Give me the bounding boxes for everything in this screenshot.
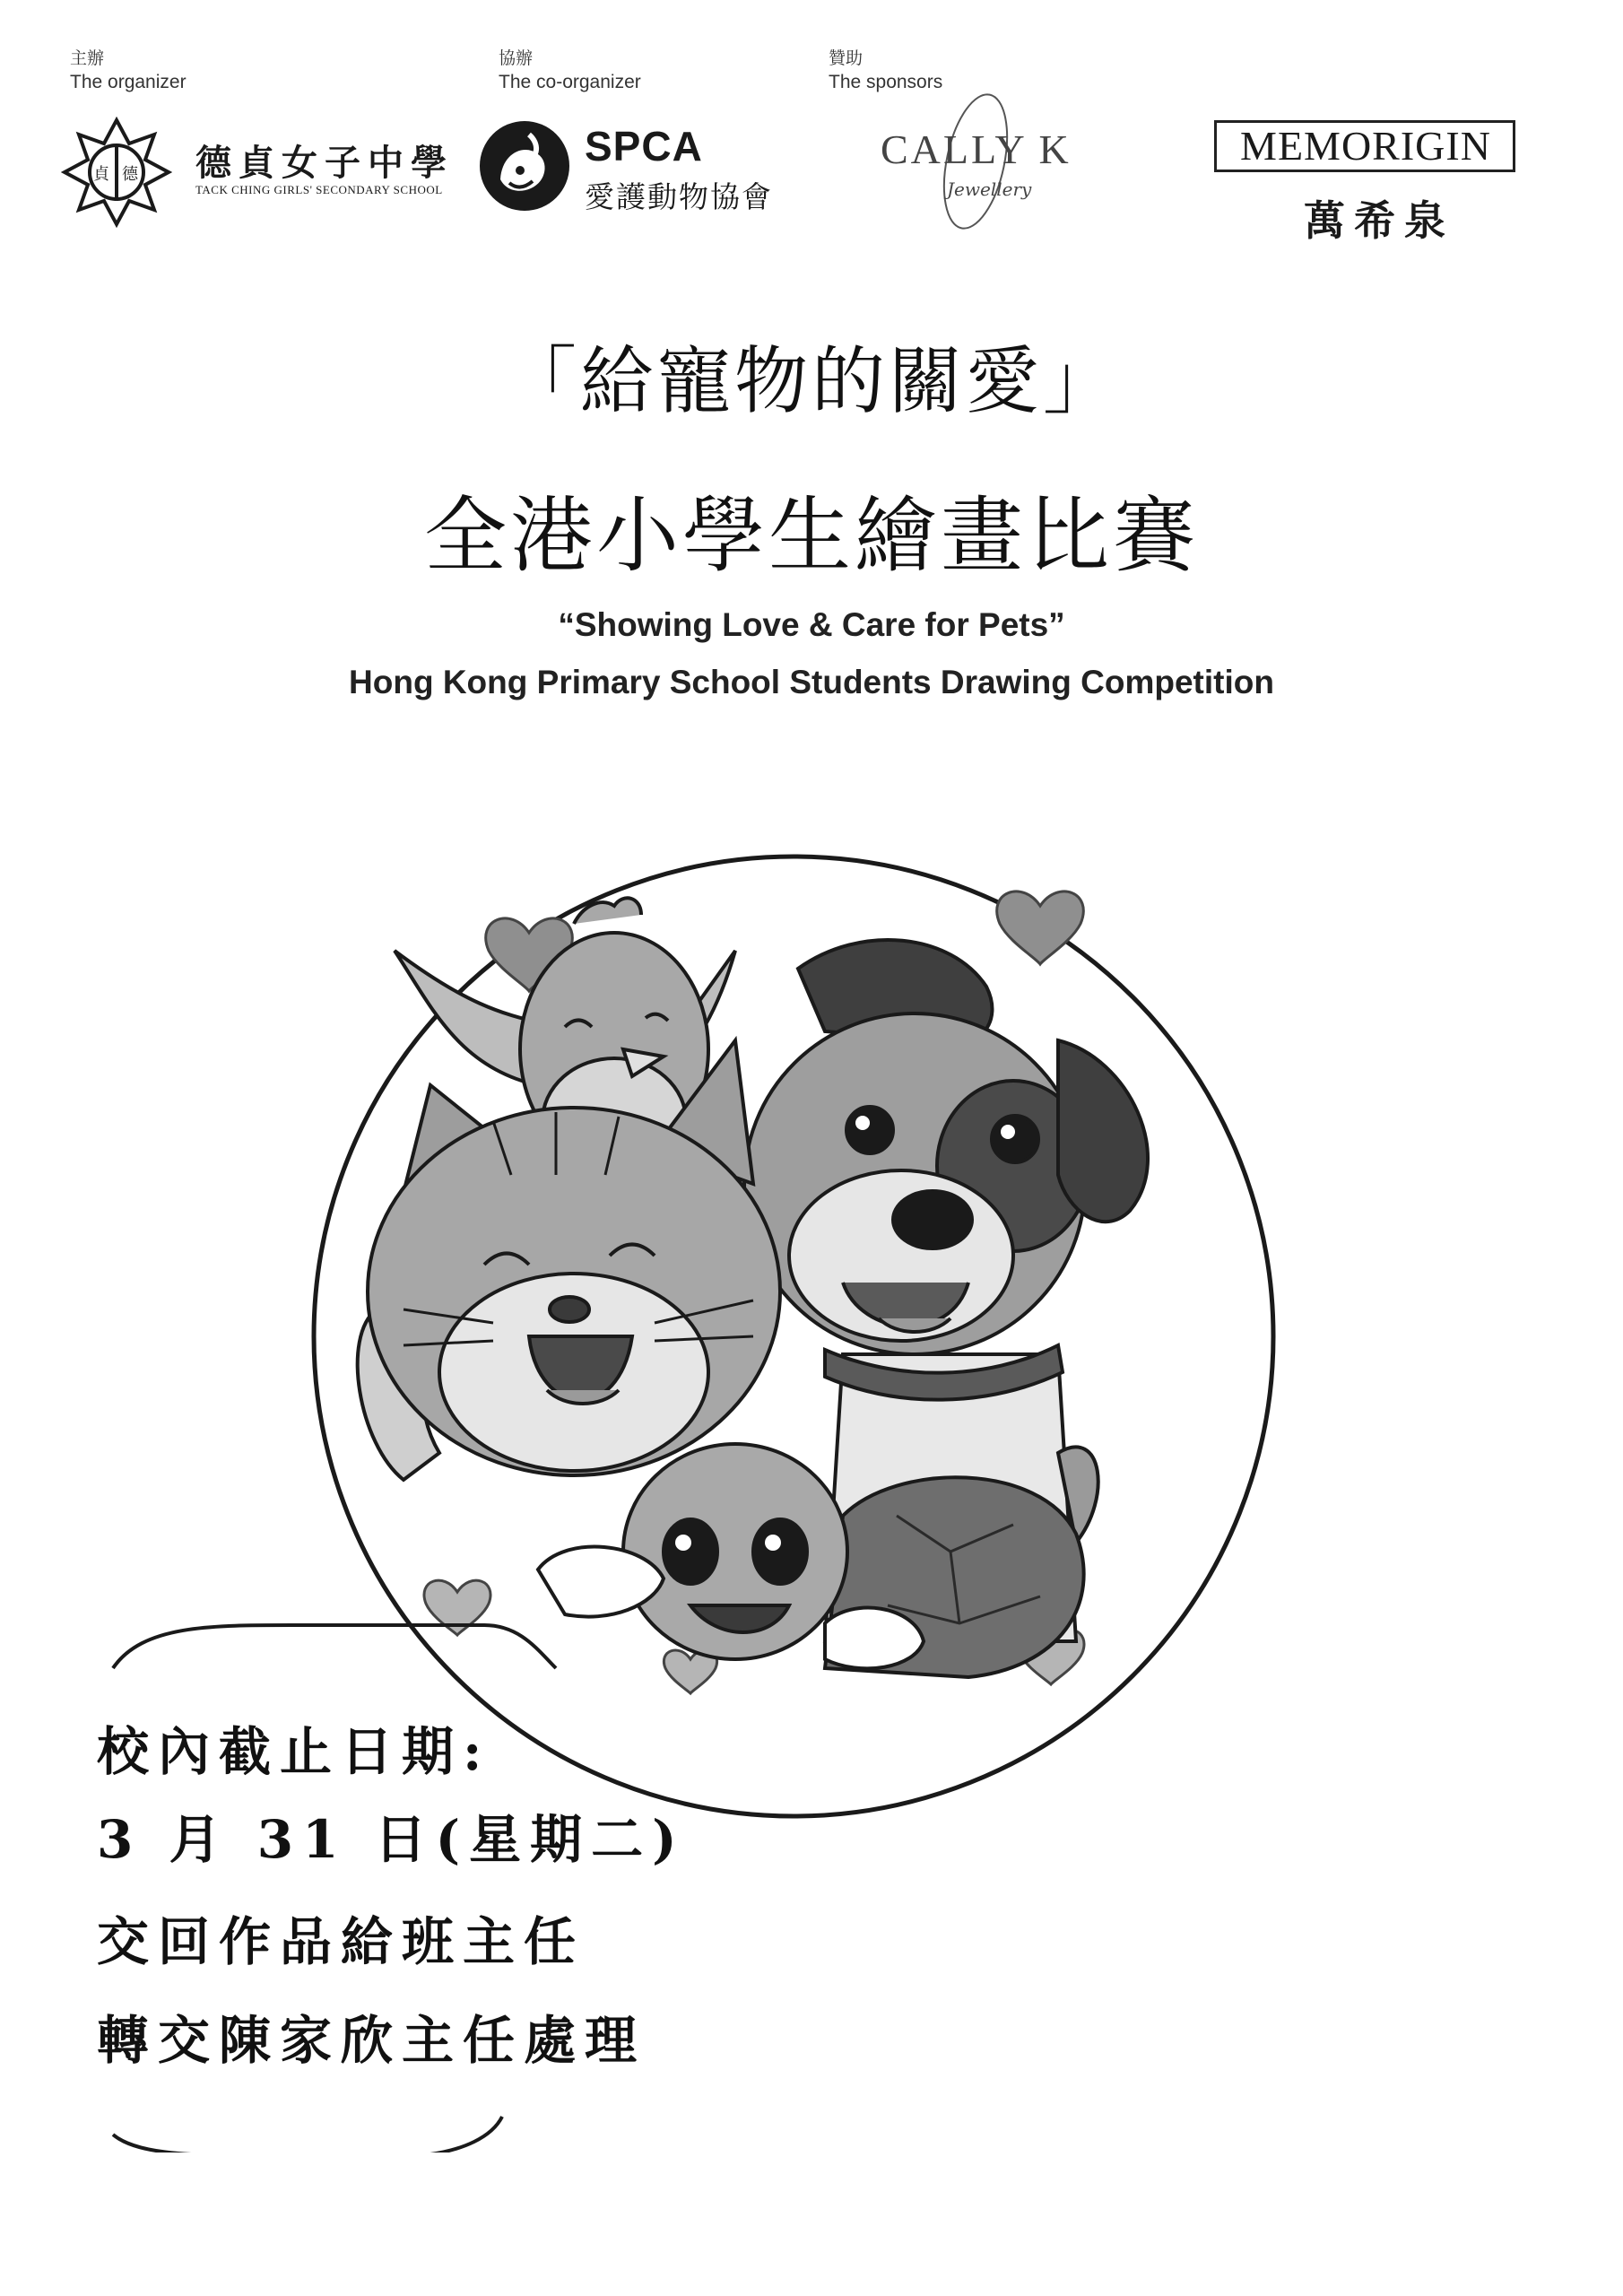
cally-k-subtitle: Jewellery (947, 178, 1032, 200)
tack-ching-name-en: TACK CHING GIRLS' SECONDARY SCHOOL (195, 183, 443, 196)
tack-ching-emblem-icon (61, 117, 172, 228)
sponsors-label-en: The sponsors (829, 72, 943, 92)
title-en-line2: Hong Kong Primary School Students Drawing Competition (349, 664, 1274, 700)
co-organizer-label (499, 47, 641, 95)
tack-ching-name-zh: 德貞女子中學 (195, 142, 454, 184)
memorigin-name-zh: 萬希泉 (1304, 196, 1454, 245)
notice-deadline-label: 校內截止日期: (97, 1721, 491, 1782)
spca-name-zh: 愛護動物協會 (585, 179, 773, 214)
cat-icon (358, 1040, 780, 1480)
spca-name-en: SPCA (585, 123, 703, 170)
notice-handling-instruction: 轉交陳家欣主任處理 (97, 2010, 647, 2071)
organizer-label-en: The organizer (70, 72, 187, 92)
notice-submit-instruction: 交回作品給班主任 (97, 1911, 586, 1972)
cally-k-logo (879, 72, 1112, 242)
cally-k-brand: CALLY K (881, 126, 1072, 172)
title-zh-line1: 「給寵物的關愛」 (502, 339, 1120, 424)
memorigin-brand: MEMORIGIN (1240, 123, 1491, 169)
spca-logo-icon (475, 117, 574, 215)
sponsors-label-zh: 贊助 (829, 48, 864, 68)
emblem-char-left: 貞 (93, 165, 109, 184)
title-zh-line2: 全港小學生繪畫比賽 (423, 488, 1199, 584)
co-organizer-label-en: The co-organizer (499, 72, 641, 92)
organizer-label (70, 47, 187, 95)
organizer-label-zh: 主辦 (70, 48, 105, 68)
emblem-char-right: 德 (122, 165, 138, 184)
title-en-line1: “Showing Love & Care for Pets” (558, 606, 1065, 643)
co-organizer-label-zh: 協辦 (499, 48, 534, 68)
notice-deadline-date: 3 月 31 日(星期二) (97, 1809, 686, 1870)
